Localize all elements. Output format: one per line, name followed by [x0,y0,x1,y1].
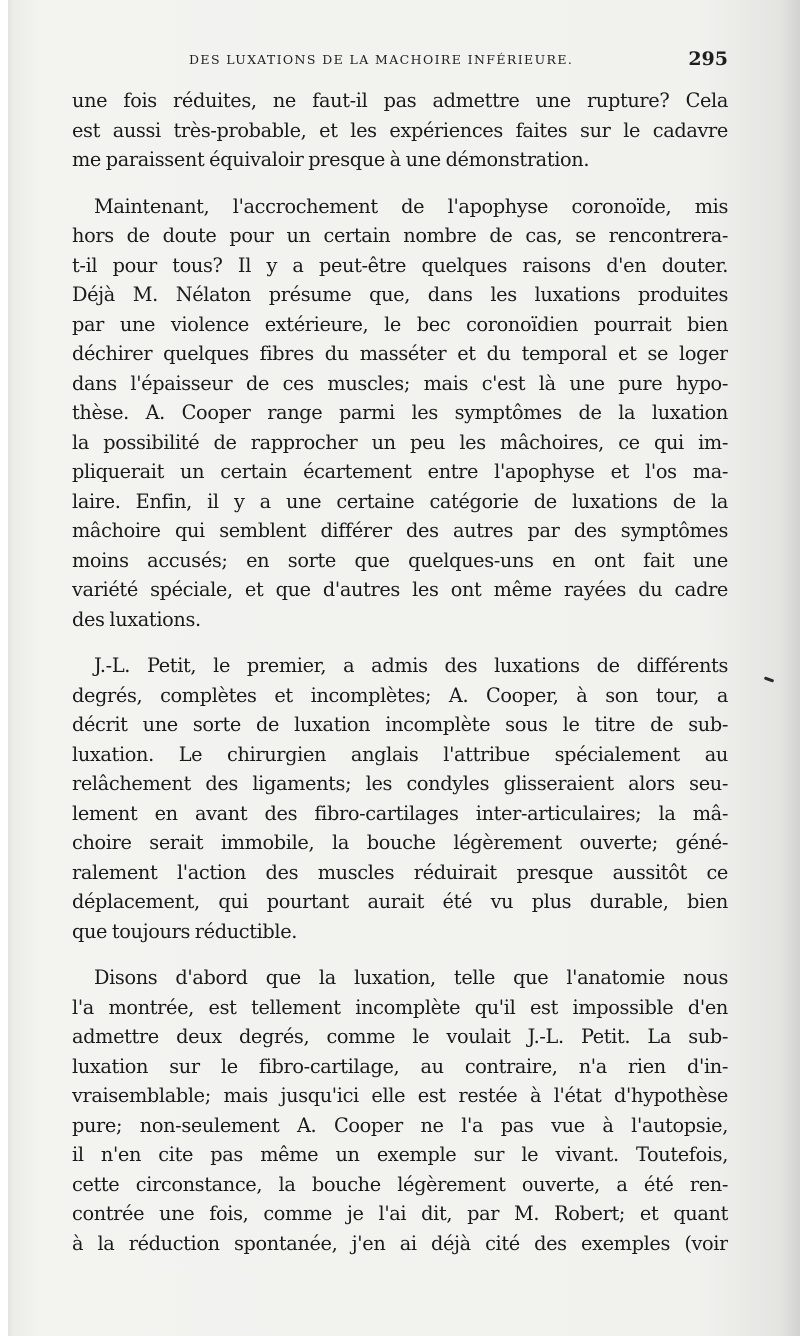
text-line: Déjà M. Nélaton présume que, dans les luxations produites [72,283,728,306]
text-line: décrit une sorte de luxation incomplète sous le titre de sub- [72,713,728,736]
text-line: laire. Enfin, il y a une certaine catégorie de luxations de la [72,489,728,513]
text-line: variété spéciale, et que d'autres les ont même rayées du cadre [72,578,728,601]
text-line: luxation. Le chirurgien anglais l'attribue spécialement au [72,742,728,766]
page-number: 295 [688,48,728,70]
text-line: contrée une fois, comme je l'ai dit, par M. Robert; et quant [72,1202,728,1225]
paragraph-2 [72,192,728,635]
page-left-margin [0,0,8,1336]
paragraph-3 [72,651,728,946]
text-line: degrés, complètes et incomplètes; A. Cooper, à son tour, a [72,683,728,707]
text-line: par une violence extérieure, le bec coronoïdien pourrait bien [72,312,728,336]
text-line: l'a montrée, est tellement incomplète qu'il est impossible d'en [72,995,728,1019]
text-line: admettre deux degrés, comme le voulait J.-L. Petit. La sub- [72,1025,728,1048]
text-line: vraisemblable; mais jusqu'ici elle est restée à l'état d'hypothèse [72,1084,728,1107]
paragraph-1 [72,86,728,175]
text-line: relâchement des ligaments; les condyles glisseraient alors seu- [72,772,728,795]
text-line: déchirer quelques fibres du masséter et du temporal et se loger [72,342,728,365]
text-line: pliquerait un certain écartement entre l'apophyse et l'os ma- [72,460,728,483]
text-line: pure; non-seulement A. Cooper ne l'a pas vue à l'autopsie, [72,1113,728,1137]
text-line: luxation sur le fibro-cartilage, au contraire, n'a rien d'in- [72,1054,728,1078]
text-line: il n'en cite pas même un exemple sur le vivant. Toutefois, [72,1143,728,1166]
text-line: hors de doute pour un certain nombre de cas, se rencontrera- [72,224,728,247]
text-line: une fois réduites, ne faut-il pas admettre une rupture? Cela [72,89,728,112]
text-line: J.-L. Petit, le premier, a admis des luxations de différents [94,654,728,677]
text-line: me paraissent équivaloir presque à une démonstration. [72,148,590,171]
text-line: dans l'épaisseur de ces muscles; mais c'est là une pure hypo- [72,371,728,395]
text-line: lement en avant des fibro-cartilages inter-articulaires; la mâ- [72,801,728,825]
text-line: cette circonstance, la bouche légèrement ouverte, a été ren- [72,1172,728,1196]
text-line: thèse. A. Cooper range parmi les symptômes de la luxation [72,401,728,424]
paragraph-4 [72,963,728,1258]
body-text [72,86,728,1258]
text-line: Maintenant, l'accrochement de l'apophyse coronoïde, mis [94,194,728,218]
running-title: DES LUXATIONS DE LA MACHOIRE INFÉRIEURE. [189,52,574,67]
text-line: mâchoire qui semblent différer des autres par des symptômes [72,519,728,542]
text-line: moins accusés; en sorte que quelques-uns en ont fait une [72,548,728,572]
text-line: à la réduction spontanée, j'en ai déjà cité des exemples (voir [72,1231,728,1255]
text-line: la possibilité de rapprocher un peu les mâchoires, ce qui im- [72,430,728,454]
ink-mark [764,676,774,682]
text-line: des luxations. [72,607,201,631]
text-line: est aussi très-probable, et les expériences faites sur le cadavre [72,118,728,142]
page-header [74,48,728,74]
text-line: Disons d'abord que la luxation, telle que l'anatomie nous [94,966,728,989]
text-line: déplacement, qui pourtant aurait été vu plus durable, bien [72,890,728,913]
text-line: choire serait immobile, la bouche légèrement ouverte; géné- [72,831,728,854]
text-line: t-il pour tous? Il y a peut-être quelques raisons d'en douter. [72,253,728,277]
text-line: que toujours réductible. [72,919,298,943]
text-line: ralement l'action des muscles réduirait presque aussitôt ce [72,860,728,884]
